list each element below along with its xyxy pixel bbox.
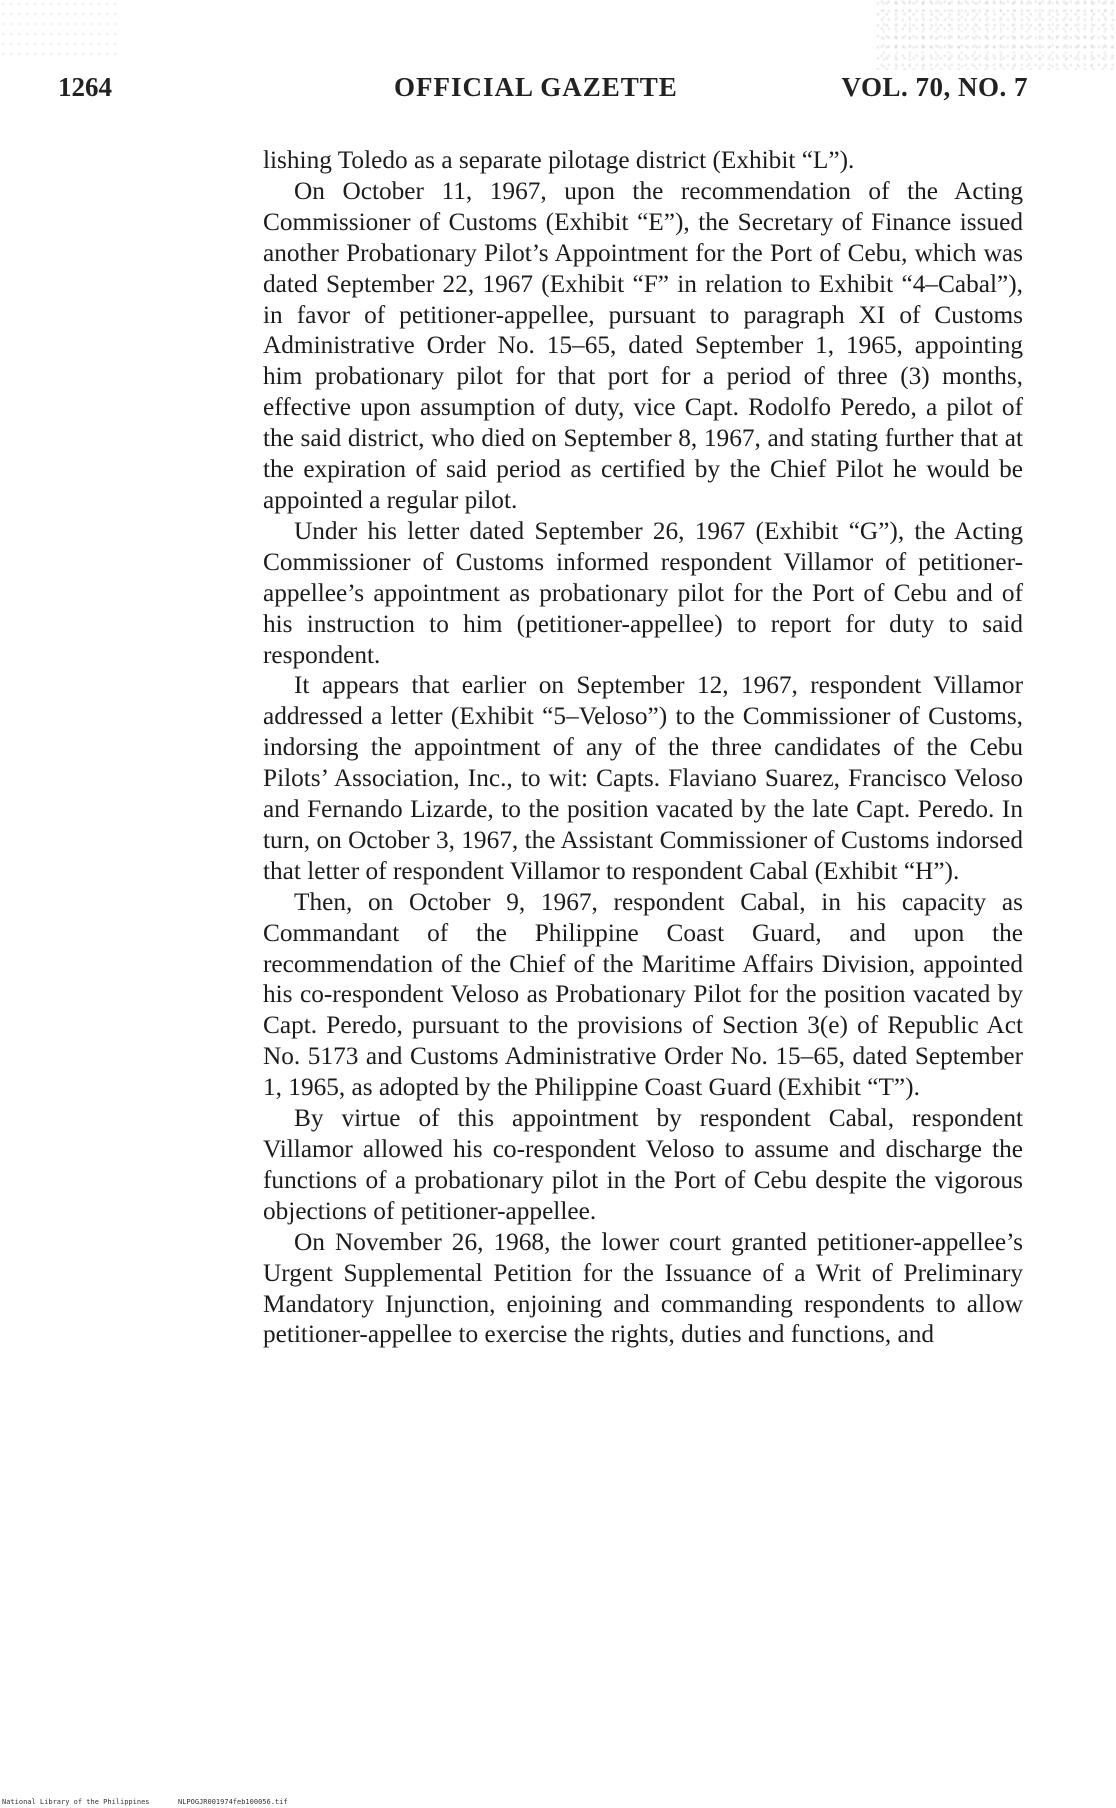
paragraph: On October 11, 1967, upon the recommendation of the Acting Commissioner of Customs (Exhibit “E”), the Secretary of Finance issued another Probationary Pilot’s Appointment for the Port of Cebu, which was dated September 22, 1967 (Exhibit “F” in relation to Exhibit “4–Cabal”), in favor of petitioner-appellee, pursuant to paragraph XI of Customs Administrative Order No. 15–65, dated September 1, 1965, appointing him probationary pilot for that port for a period of three (3) months, effective upon assumption of duty, vice Capt. Rodolfo Peredo, a pilot of the said district, who died on September 8, 1967, and stating further that at the expiration of said period as certified by the Chief Pilot he would be appointed a regular pilot. (263, 176, 1023, 514)
paragraph-continuation: lishing Toledo as a separate pilotage district (Exhibit “L”). (263, 146, 855, 174)
scan-noise-right (876, 0, 1116, 70)
paragraph: By virtue of this appointment by respondent Cabal, respondent Villamor allowed his co-respondent Veloso to assume and discharge the functions of a probationary pilot in the Port of Cebu despite the vigorous objections of petitioner-appellee. (263, 1104, 1023, 1225)
volume-issue: VOL. 70, NO. 7 (841, 72, 1028, 102)
paragraph: Then, on October 9, 1967, respondent Cabal, in his capacity as Commandant of the Philippine Coast Guard, and upon the recommendation of the Chief of the Maritime Affairs Division, appointed his co-respondent Veloso as Probationary Pilot for the position vacated by Capt. Peredo, pursuant to the provisions of Section 3(e) of Republic Act No. 5173 and Customs Administrative Order No. 15–65, dated September 1, 1965, as adopted by the Philippine Coast Guard (Exhibit “T”). (263, 887, 1023, 1102)
paragraph: Under his letter dated September 26, 1967 (Exhibit “G”), the Acting Commissioner of Customs informed respondent Villamor of petitioner-appellee’s appointment as probationary pilot for the Port of Cebu and of his instruction to him (petitioner-appellee) to report for duty to said respondent. (263, 516, 1023, 669)
footer-file-id: NLPOGJR001974feb100056.tif (178, 1798, 288, 1806)
scan-noise-left (0, 0, 120, 60)
body-text (263, 145, 1023, 1350)
footer-library: National Library of the Philippines (2, 1798, 150, 1806)
publication-title: OFFICIAL GAZETTE (394, 72, 678, 102)
page-header (58, 72, 1028, 112)
page-number: 1264 (58, 72, 112, 102)
paragraph: On November 26, 1968, the lower court granted petitioner-appellee’s Urgent Supplemental Petition for the Issuance of a Writ of Preliminary Mandatory Injunction, enjoining and commanding respondents to allow petitioner-appellee to exercise the rights, duties and functions, and (263, 1227, 1023, 1349)
paragraph: It appears that earlier on September 12, 1967, respondent Villamor addressed a letter (Exhibit “5–Veloso”) to the Commissioner of Customs, indorsing the appointment of any of the three candidates of the Cebu Pilots’ Association, Inc., to wit: Capts. Flaviano Suarez, Francisco Veloso and Fernando Lizarde, to the position vacated by the late Capt. Peredo. In turn, on October 3, 1967, the Assistant Commissioner of Customs indorsed that letter of respondent Villamor to respondent Cabal (Exhibit “H”). (263, 671, 1023, 885)
